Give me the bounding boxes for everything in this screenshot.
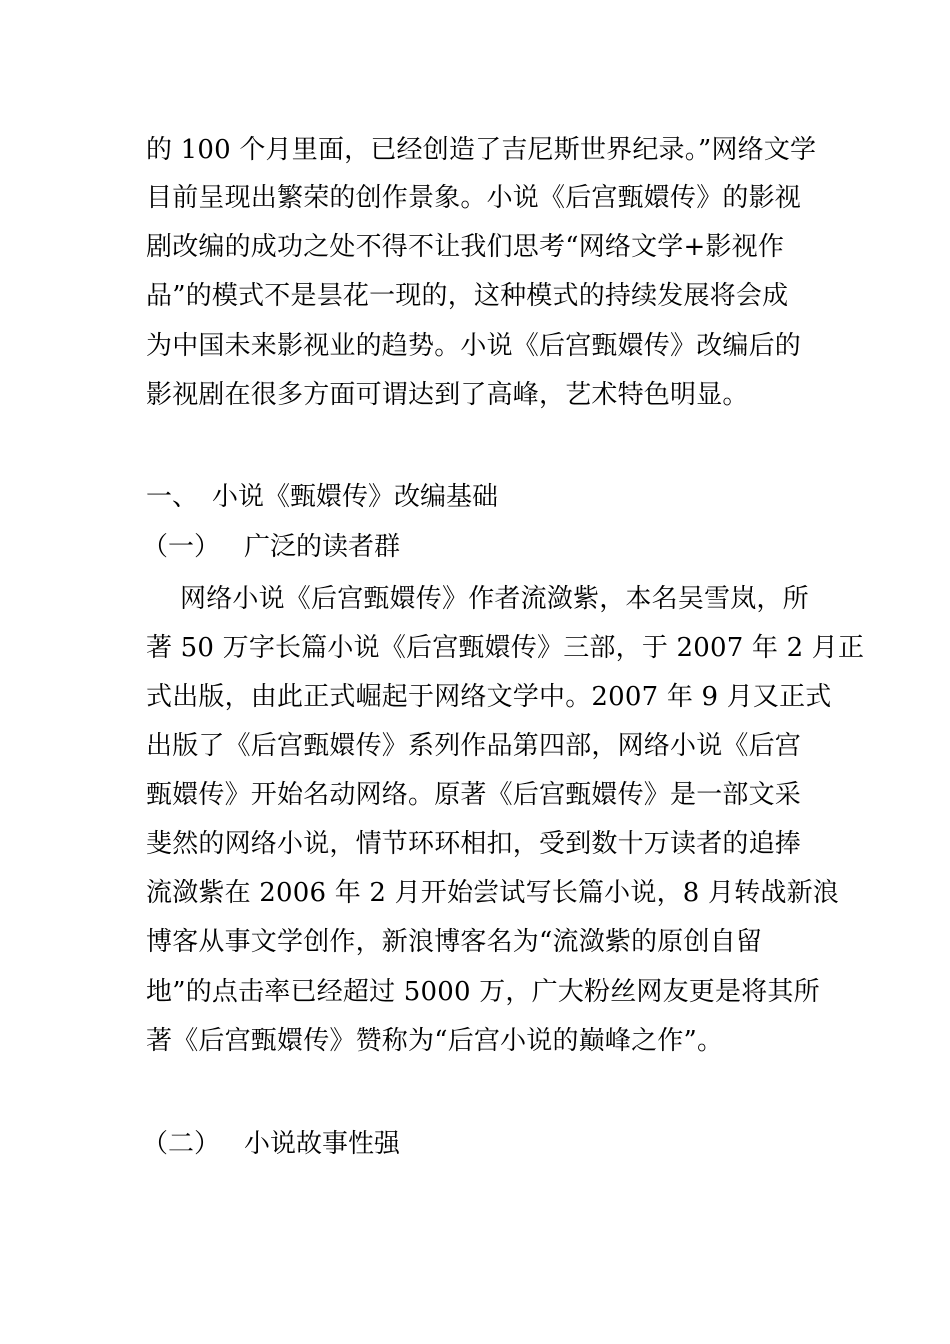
subsection-number: （二） [142, 1129, 221, 1159]
subsection-title: 广泛的读者群 [244, 532, 401, 562]
text-line: 品”的模式不是昙花一现的，这种模式的持续发展将会成 [146, 281, 789, 311]
section-number: 一、 [146, 482, 199, 512]
text-line: 为中国未来影视业的趋势。小说《后宫甄嬛传》改编后的 [146, 331, 802, 361]
text-line: 目前呈现出繁荣的创作景象。小说《后宫甄嬛传》的影视 [146, 183, 802, 213]
text-line: 剧改编的成功之处不得不让我们思考“网络文学+影视作 [146, 232, 785, 262]
subsection-title: 小说故事性强 [244, 1129, 401, 1159]
text-line: 博客从事文学创作，新浪博客名为“流潋紫的原创自留 [146, 927, 763, 957]
subsection-heading-2 [142, 1126, 542, 1162]
text-line: 流潋紫在 2006 年 2 月开始尝试写长篇小说，8 月转战新浪 [146, 878, 839, 908]
text-line: 式出版，由此正式崛起于网络文学中。2007 年 9 月又正式 [146, 682, 832, 712]
text-line: 影视剧在很多方面可谓达到了高峰，艺术特色明显。 [146, 380, 749, 410]
subsection-heading-1 [142, 529, 542, 565]
text-line: 著 50 万字长篇小说《后宫甄嬛传》三部，于 2007 年 2 月正 [146, 633, 865, 663]
text-line: 地”的点击率已经超过 5000 万，广大粉丝网友更是将其所 [146, 977, 820, 1007]
text-line: 的 100 个月里面，已经创造了吉尼斯世界纪录。”网络文学 [146, 135, 817, 165]
section-heading-1 [146, 479, 646, 515]
subsection-number: （一） [142, 532, 221, 562]
text-line: 网络小说《后宫甄嬛传》作者流潋紫，本名吴雪岚，所 [180, 584, 809, 614]
text-line: 斐然的网络小说，情节环环相扣，受到数十万读者的追捧 [146, 829, 802, 859]
section-title: 小说《甄嬛传》改编基础 [212, 482, 499, 512]
text-line: 著《后宫甄嬛传》赞称为“后宫小说的巅峰之作”。 [146, 1026, 724, 1056]
text-line: 甄嬛传》开始名动网络。原著《后宫甄嬛传》是一部文采 [146, 780, 802, 810]
text-line: 出版了《后宫甄嬛传》系列作品第四部，网络小说《后宫 [146, 731, 802, 761]
